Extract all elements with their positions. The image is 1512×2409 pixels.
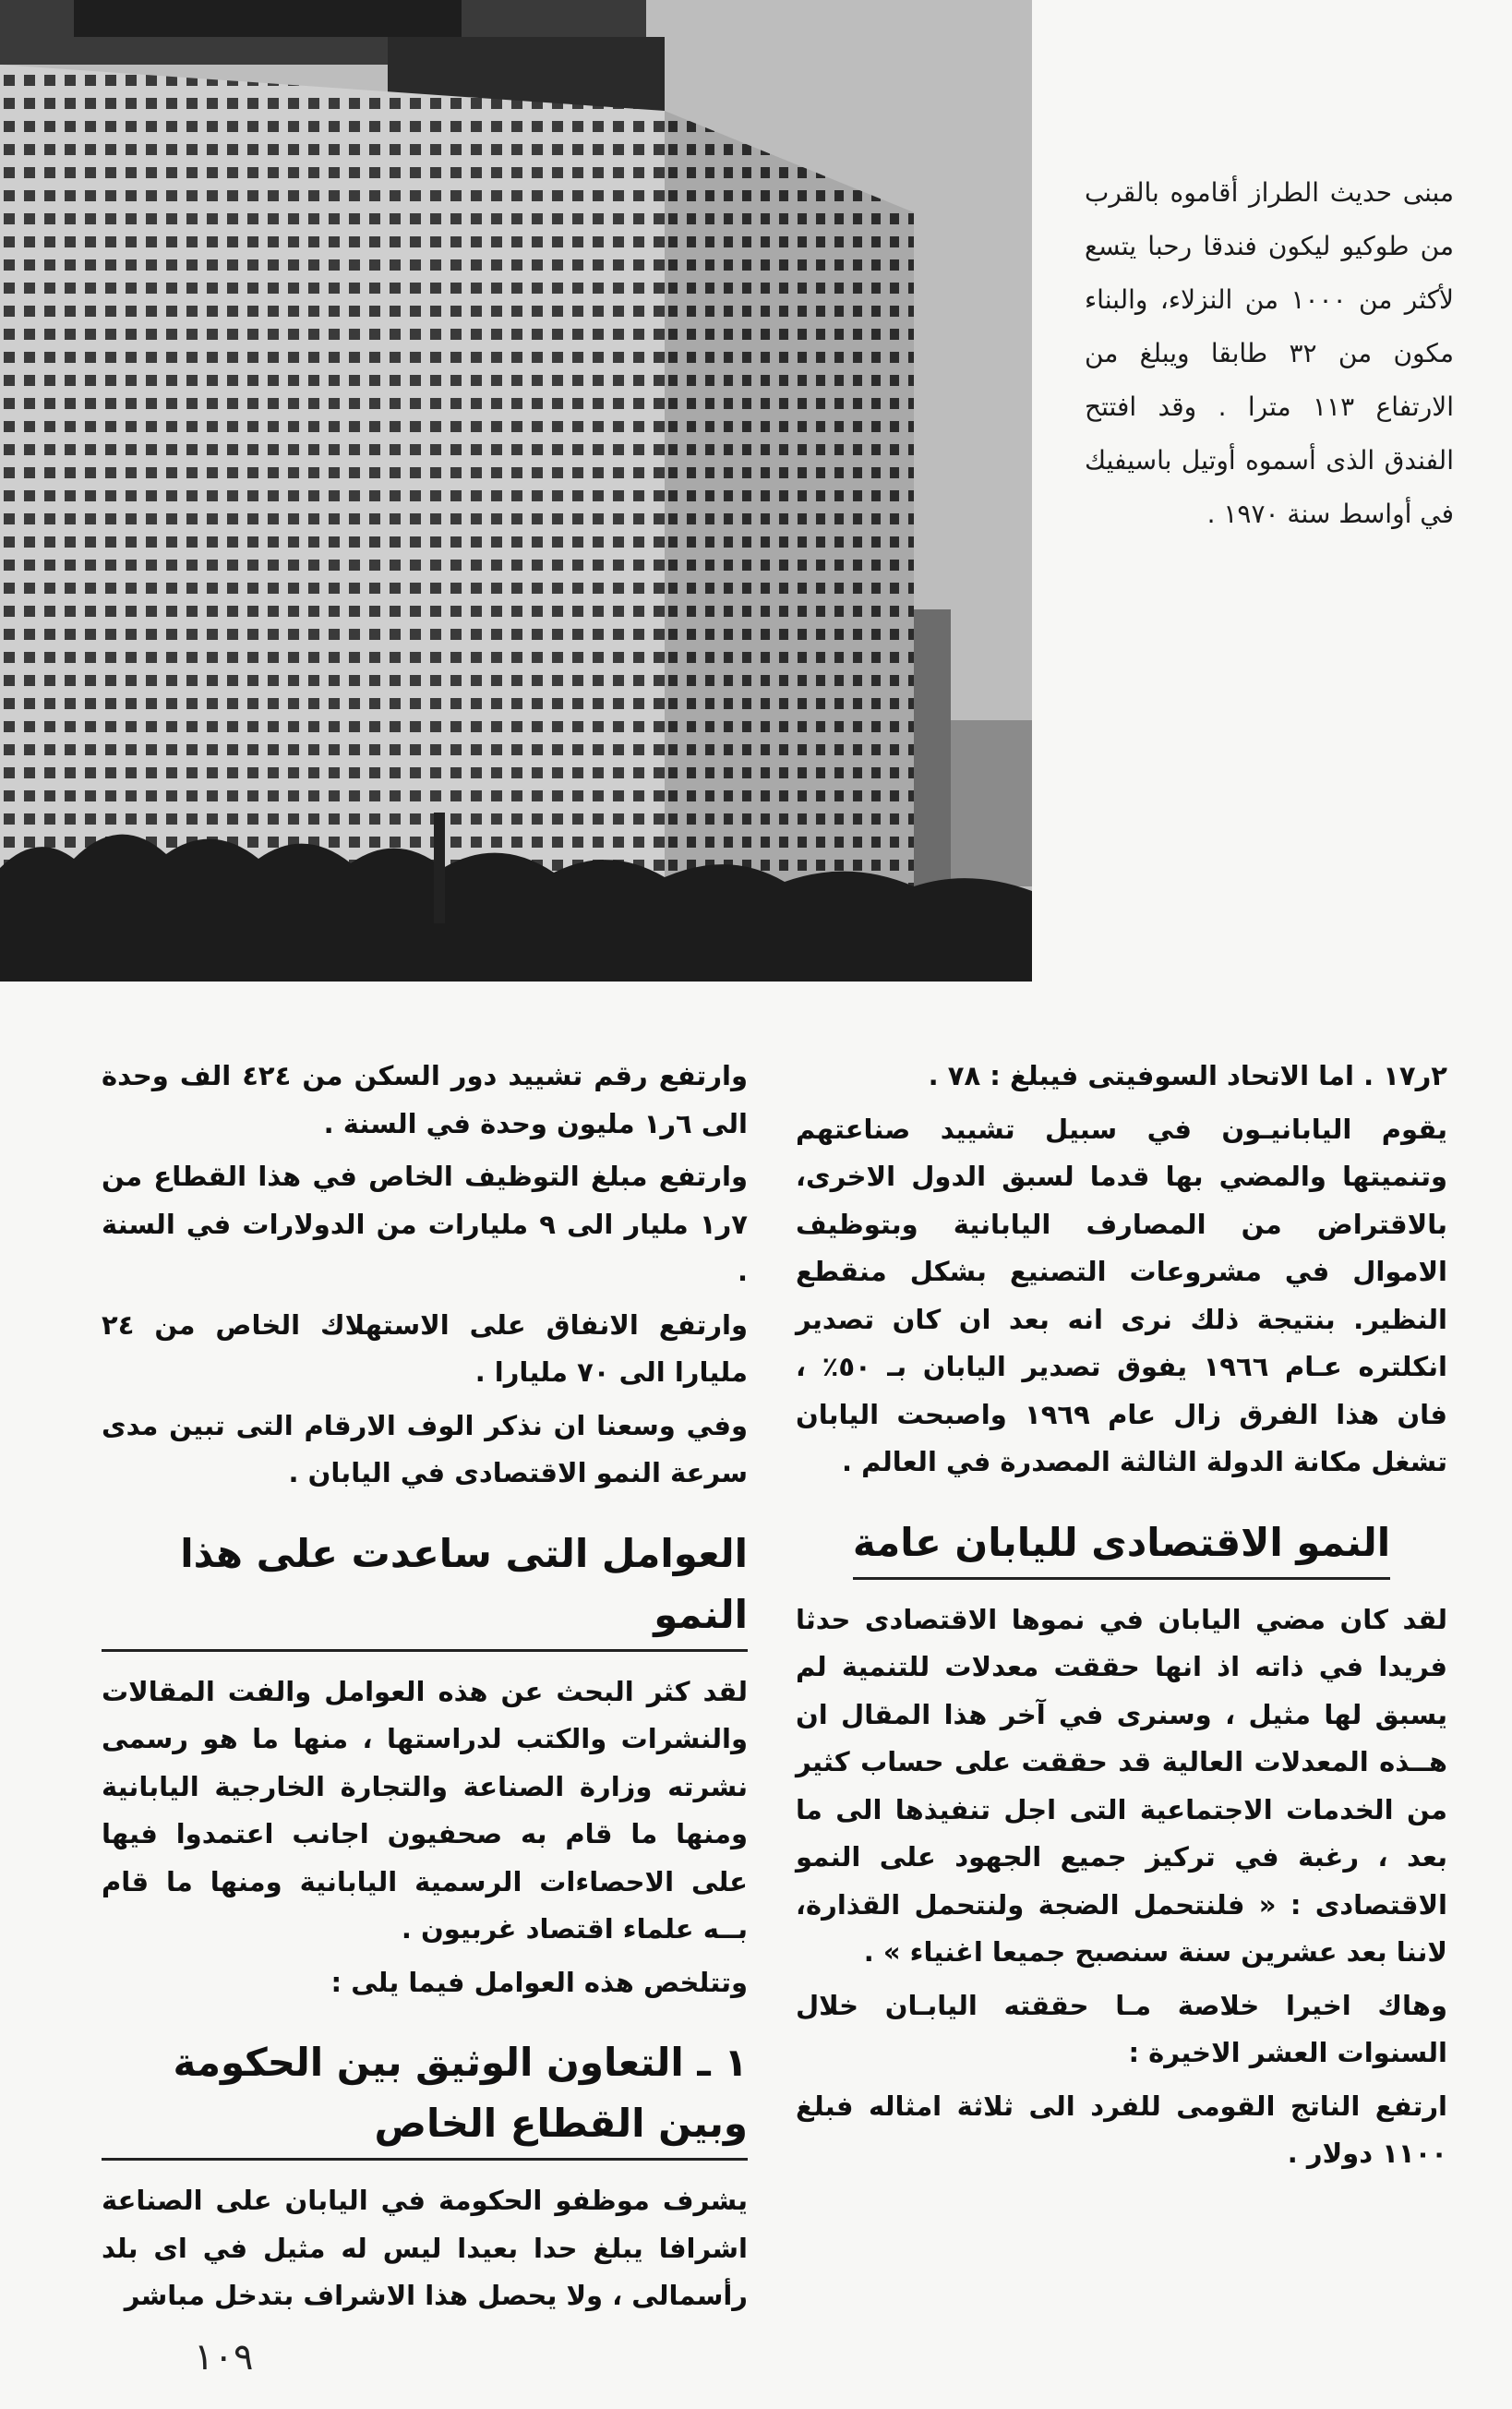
right-heading-wrap: [796, 1492, 1447, 1596]
left-heading-2-wrap: [102, 2012, 748, 2177]
right-paragraph-4: وهاك اخيرا خلاصة مـا حققته اليابـان خلال السنوات العشر الاخيرة :: [796, 1989, 1447, 2068]
left-paragraph-4: وفي وسعنا ان نذكر الوف الارقام التى تبين مدى سرعة النمو الاقتصادى في اليابان .: [102, 1409, 748, 1488]
left-paragraph-5: لقد كثر البحث عن هذه العوامل والفت المقالات والنشرات والكتب لدراستها ، منها ما هو رسمى نشرته وزارة الصناعة والتجارة الخارجية اليابانية ومنها ما قام به صحفيون اجانب اعتمدوا فيها على الاحصاءات الرسمية اليابانية ومنها ما قام بــه علماء اقتصاد غربيون .: [102, 1675, 748, 1945]
right-column: [796, 1053, 1447, 2184]
right-paragraph-3: لقد كان مضي اليابان في نموها الاقتصادى حدثا فريدا في ذاته اذ انها حققت معدلات للتنمية لم يسبق لها مثيل ، وسنرى في آخر هذا المقال ان هــذه المعدلات العالية قد حققت على حساب كثير من الخدمات الاجتماعية التى اجل تنفيذها الى ما بعد ، رغبة في تركيز جميع الجهود على النمو الاقتصادى : « فلنتحمل الضجة ولنتحمل القذارة، لاننا بعد عشرين سنة سنصبح جميعا اغنياء » .: [796, 1603, 1447, 1968]
left-paragraph-3: وارتفع الانفاق على الاستهلاك الخاص من ٢٤ مليارا الى ٧٠ مليارا .: [102, 1308, 748, 1388]
section-heading-growth-factors: العوامل التى ساعدت على هذا النمو: [102, 1524, 748, 1652]
right-paragraph-1: ٢ر١٧ . اما الاتحاد السوفيتى فيبلغ : ٧٨ .: [928, 1060, 1447, 1091]
page-number: ١٠٩: [194, 2336, 254, 2379]
right-paragraph-5: ارتفع الناتج القومى للفرد الى ثلاثة امثاله فبلغ ١١٠٠ دولار .: [796, 2090, 1447, 2169]
section-heading-economic-growth: النمو الاقتصادى لليابان عامة: [853, 1512, 1390, 1580]
hotel-photo: [0, 0, 1032, 982]
left-paragraph-6: وتتلخص هذه العوامل فيما يلى :: [330, 1966, 748, 1998]
left-column: [102, 1053, 748, 2326]
left-paragraph-2: وارتفع مبلغ التوظيف الخاص في هذا القطاع من ٧ر١ مليار الى ٩ مليارات من الدولارات في السنة .: [102, 1161, 748, 1287]
left-heading-1-wrap: [102, 1503, 748, 1668]
left-paragraph-1: وارتفع رقم تشييد دور السكن من ٤٢٤ الف وحدة الى ٦ر١ مليون وحدة في السنة .: [102, 1060, 748, 1139]
caption-text: مبنى حديث الطراز أقاموه بالقرب من طوكيو ليكون فندقا رحبا يتسع لأكثر من ١٠٠٠ من النزلاء، والبناء مكون من ٣٢ طابقا ويبلغ من الارتفاع ١١٣ مترا . وقد افتتح الفندق الذى أسموه أوتيل باسيفيك في أواسط سنة ١٩٧٠ .: [1085, 177, 1455, 529]
photo-caption: [1085, 166, 1454, 541]
right-paragraph-2: يقوم اليابانيـون في سبيل تشييد صناعتهم وتنميتها والمضي بها قدما لسبق الدول الاخرى، بالاقتراض من المصارف اليابانية وبتوظيف الاموال في مشروعات التصنيع بشكل منقطع النظير. بنتيجة ذلك نرى انه بعد ان كان تصدير انكلتره عـام ١٩٦٦ يفوق تصدير اليابان بـ ٥٠٪ ، فان هذا الفرق زال عام ١٩٦٩ واصبحت اليابان تشغل مكانة الدولة الثالثة المصدرة في العالم .: [796, 1113, 1447, 1477]
section-heading-cooperation: ١ ـ التعاون الوثيق بين الحكومة وبين القطاع الخاص: [102, 2032, 748, 2161]
left-paragraph-7: يشرف موظفو الحكومة في اليابان على الصناعة اشرافا يبلغ حدا بعيدا ليس له مثيل في اى بلد رأسمالى ، ولا يحصل هذا الاشراف بتدخل مباشر: [102, 2185, 748, 2311]
hotel-building-illustration: [0, 0, 1032, 982]
